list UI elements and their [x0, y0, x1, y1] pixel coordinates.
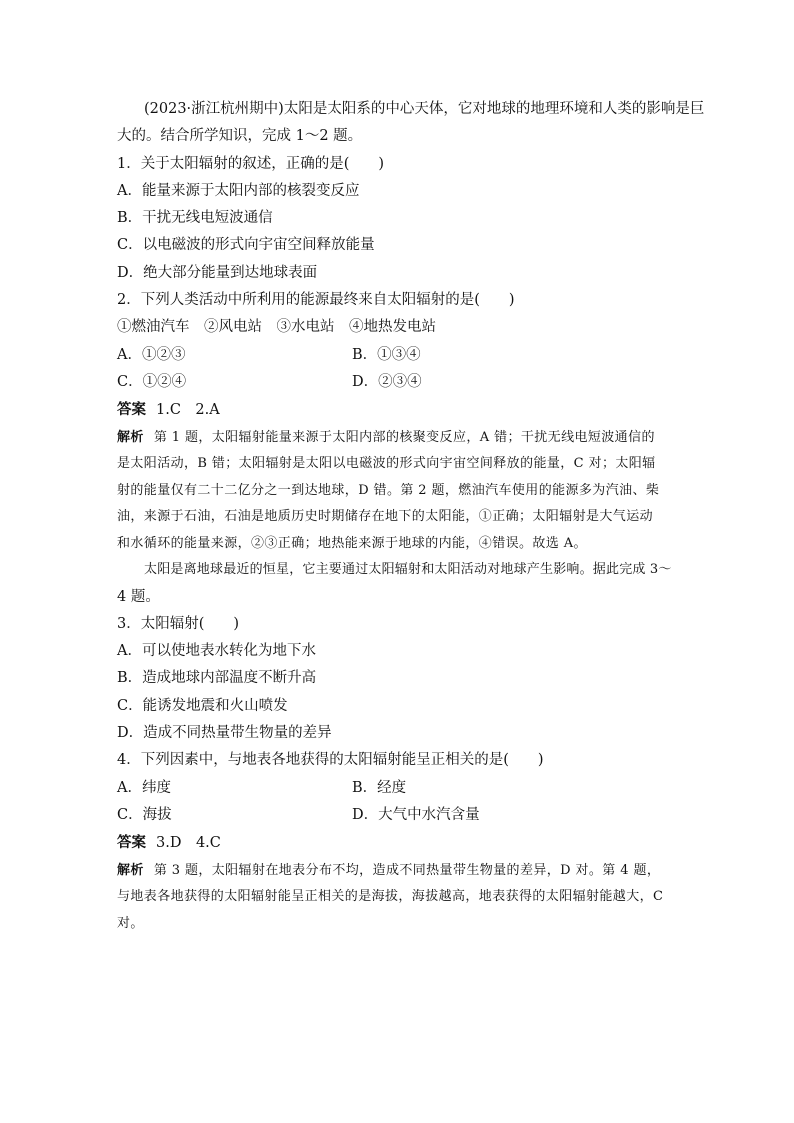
group2-intro-line-1: 太阳是离地球最近的恒星，它主要通过太阳辐射和太阳活动对地球产生影响。据此完成 3～ — [144, 562, 672, 578]
explanation-text: 第 1 题，太阳辐射能量来源于太阳内部的核聚变反应，A 错；干扰无线电短波通信的 — [153, 429, 655, 445]
answer-label: 答案 — [117, 401, 146, 419]
q4-stem: 4．下列因素中，与地表各地获得的太阳辐射能呈正相关的是( ) — [117, 752, 544, 769]
group2-answer — [117, 829, 679, 857]
group1-intro-line-1: (2023·浙江杭州期中)太阳是太阳系的中心天体，它对地球的地理环境和人类的影响是巨 — [144, 101, 705, 117]
q2-option-c: C．①②④ — [117, 373, 187, 390]
q4-option-d: D．大气中水汽含量 — [352, 806, 480, 823]
group2-explanation-line-2: 与地表各地获得的太阳辐射能呈正相关的是海拔，海拔越高，地表获得的太阳辐射能越大，C — [117, 889, 664, 905]
q2-items: ①燃油汽车 ②风电站 ③水电站 ④地热发电站 — [117, 319, 436, 336]
q1-option-d: D．绝大部分能量到达地球表面 — [117, 264, 318, 281]
q4-options-row-2 — [117, 802, 679, 829]
group2-intro-line-2: 4 题。 — [117, 588, 160, 605]
q4-options-row-1 — [117, 775, 679, 802]
q4-option-a: A．纬度 — [117, 779, 171, 796]
q3-option-a: A．可以使地表水转化为地下水 — [117, 643, 316, 660]
group1-explanation-line-1 — [117, 425, 679, 452]
q4-option-c: C．海拔 — [117, 806, 172, 823]
q2-stem: 2．下列人类活动中所利用的能源最终来自太阳辐射的是( ) — [117, 292, 515, 309]
q1-option-c: C．以电磁波的形式向宇宙空间释放能量 — [117, 237, 375, 254]
group1-answer — [117, 396, 679, 424]
q1-stem: 1．关于太阳辐射的叙述，正确的是( ) — [117, 155, 385, 172]
answer-text: 1.C 2.A — [156, 402, 220, 419]
q1-option-b: B．干扰无线电短波通信 — [117, 210, 273, 227]
q3-option-b: B．造成地球内部温度不断升高 — [117, 670, 317, 687]
q3-option-d: D．造成不同热量带生物量的差异 — [117, 725, 332, 742]
group2-explanation-line-1 — [117, 858, 679, 885]
q2-option-b: B．①③④ — [352, 346, 421, 363]
q3-stem: 3．太阳辐射( ) — [117, 615, 240, 632]
q1-option-a: A．能量来源于太阳内部的核裂变反应 — [117, 182, 360, 199]
q2-options-row-1 — [117, 342, 679, 369]
group1-explanation-line-3: 射的能量仅有二十二亿分之一到达地球，D 错。第 2 题，燃油汽车使用的能源多为汽油、柴 — [117, 482, 660, 498]
document-page — [117, 96, 705, 937]
q2-options-row-2 — [117, 369, 679, 396]
q4-option-b: B．经度 — [352, 779, 407, 796]
group1-intro-line-2: 大的。结合所学知识，完成 1～2 题。 — [117, 128, 363, 145]
explanation-text: 第 3 题，太阳辐射在地表分布不均，造成不同热量带生物量的差异，D 对。第 4 题， — [153, 862, 661, 878]
q2-option-a: A．①②③ — [117, 346, 186, 363]
group2-explanation-line-3: 对。 — [117, 915, 144, 931]
explanation-label: 解析 — [117, 429, 144, 445]
group1-explanation-line-4: 油，来源于石油，石油是地质历史时期储存在地下的太阳能，①正确；太阳辐射是大气运动 — [117, 509, 654, 525]
explanation-label: 解析 — [117, 862, 144, 878]
group1-explanation-line-5: 和水循环的能量来源，②③正确；地热能来源于地球的内能，④错误。故选 A。 — [117, 535, 587, 551]
answer-text: 3.D 4.C — [156, 835, 221, 852]
group1-explanation-line-2: 是太阳活动，B 错；太阳辐射是太阳以电磁波的形式向宇宙空间释放的能量，C 对；太阳辐 — [117, 456, 656, 472]
q3-option-c: C．能诱发地震和火山喷发 — [117, 697, 288, 714]
q2-option-d: D．②③④ — [352, 373, 422, 390]
answer-label: 答案 — [117, 834, 146, 852]
